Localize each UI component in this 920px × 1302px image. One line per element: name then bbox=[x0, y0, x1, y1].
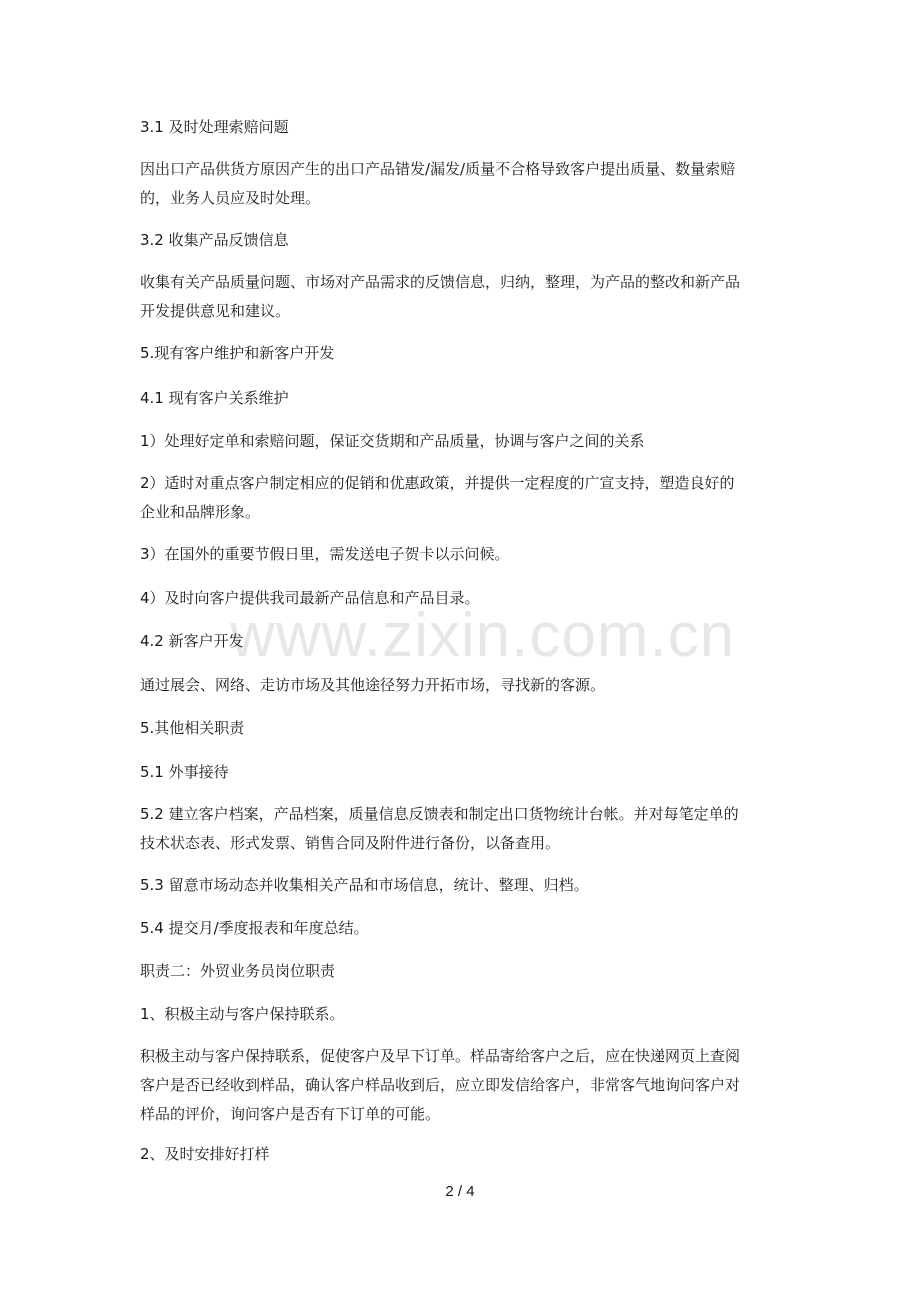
paragraph-line: 2）适时对重点客户制定相应的促销和优惠政策，并提供一定程度的广宣支持，塑造良好的 bbox=[140, 474, 735, 492]
paragraph bbox=[140, 155, 785, 213]
paragraph-line: 2、及时安排好打样 bbox=[140, 1145, 270, 1163]
paragraph-line: 5.现有客户维护和新客户开发 bbox=[140, 344, 335, 362]
watermark: www.zixin.com.cn bbox=[230, 601, 736, 670]
paragraph bbox=[140, 113, 785, 142]
paragraph-line: 4.1 现有客户关系维护 bbox=[140, 389, 289, 407]
paragraph-line: 4）及时向客户提供我司最新产品信息和产品目录。 bbox=[140, 589, 480, 607]
paragraph bbox=[140, 339, 785, 368]
paragraph bbox=[140, 584, 785, 613]
paragraph-line: 通过展会、网络、走访市场及其他途径努力开拓市场，寻找新的客源。 bbox=[140, 676, 606, 694]
paragraph bbox=[140, 714, 785, 743]
paragraph-line: 5.3 留意市场动态并收集相关产品和市场信息，统计、整理、归档。 bbox=[140, 876, 589, 894]
paragraph-line: 因出口产品供货方原因产生的出口产品错发/漏发/质量不合格导致客户提出质量、数量索赔 bbox=[140, 160, 736, 178]
paragraph-line: 1）处理好定单和索赔问题，保证交货期和产品质量，协调与客户之间的关系 bbox=[140, 432, 645, 450]
paragraph-line: 1、积极主动与客户保持联系。 bbox=[140, 1005, 345, 1023]
paragraph-line: 3.2 收集产品反馈信息 bbox=[140, 231, 289, 249]
paragraph-line: 3.1 及时处理索赔问题 bbox=[140, 118, 289, 136]
paragraph bbox=[140, 540, 785, 569]
paragraph bbox=[140, 957, 785, 986]
paragraph-line: 客户是否已经收到样品，确认客户样品收到后，应立即发信给客户，非常客气地询问客户对 bbox=[140, 1076, 741, 1094]
paragraph-line: 5.其他相关职责 bbox=[140, 719, 245, 737]
paragraph-line: 5.2 建立客户档案，产品档案，质量信息反馈表和制定出口货物统计台帐。并对每笔定单的 bbox=[140, 805, 739, 823]
paragraph bbox=[140, 427, 785, 456]
paragraph bbox=[140, 1000, 785, 1029]
paragraph bbox=[140, 800, 785, 858]
paragraph-line: 企业和品牌形象。 bbox=[140, 503, 261, 521]
paragraph bbox=[140, 671, 785, 700]
paragraph-line: 职责二：外贸业务员岗位职责 bbox=[140, 962, 336, 980]
paragraph-line: 5.1 外事接待 bbox=[140, 763, 229, 781]
paragraph-line: 积极主动与客户保持联系，促使客户及早下订单。样品寄给客户之后，应在快递网页上查阅 bbox=[140, 1047, 741, 1065]
paragraph bbox=[140, 384, 785, 413]
paragraph-line: 4.2 新客户开发 bbox=[140, 632, 244, 650]
paragraph-line: 的，业务人员应及时处理。 bbox=[140, 189, 321, 207]
paragraph bbox=[140, 914, 785, 943]
paragraph bbox=[140, 627, 785, 656]
paragraph bbox=[140, 1140, 785, 1169]
paragraph bbox=[140, 758, 785, 787]
paragraph bbox=[140, 1042, 785, 1129]
paragraph-line: 3）在国外的重要节假日里，需发送电子贺卡以示问候。 bbox=[140, 545, 510, 563]
paragraph bbox=[140, 268, 785, 326]
paragraph-line: 样品的评价，询问客户是否有下订单的可能。 bbox=[140, 1105, 441, 1123]
paragraph bbox=[140, 871, 785, 900]
paragraph-line: 5.4 提交月/季度报表和年度总结。 bbox=[140, 919, 369, 937]
paragraph bbox=[140, 469, 785, 527]
paragraph-line: 开发提供意见和建议。 bbox=[140, 302, 291, 320]
paragraph bbox=[140, 226, 785, 255]
paragraph-line: 技术状态表、形式发票、销售合同及附件进行备份，以备查用。 bbox=[140, 834, 561, 852]
page-number: 2 / 4 bbox=[445, 1183, 475, 1200]
paragraph-line: 收集有关产品质量问题、市场对产品需求的反馈信息，归纳，整理，为产品的整改和新产品 bbox=[140, 273, 741, 291]
